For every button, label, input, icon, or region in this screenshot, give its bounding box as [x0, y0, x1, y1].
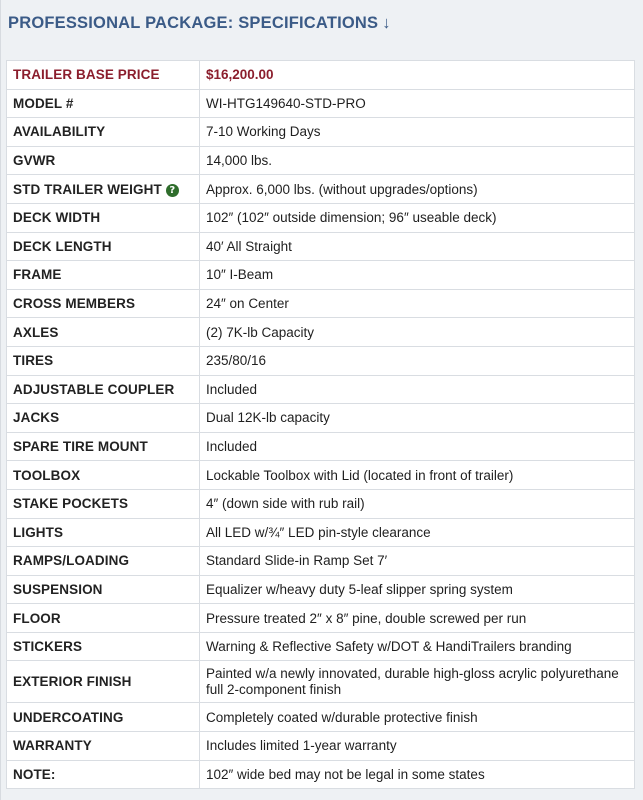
spec-label-text: STAKE POCKETS — [13, 496, 129, 512]
spec-label-text: EXTERIOR FINISH — [13, 674, 132, 690]
help-icon[interactable]: ? — [166, 184, 179, 197]
spec-label-text: CROSS MEMBERS — [13, 296, 136, 312]
spec-row — [7, 489, 635, 518]
spec-label-text: UNDERCOATING — [13, 709, 124, 725]
spec-label-text: TRAILER BASE PRICE — [13, 67, 160, 83]
spec-value: Included — [200, 375, 635, 404]
spec-value: All LED w/¾″ LED pin-style clearance — [200, 518, 635, 547]
spec-row — [7, 175, 635, 204]
spec-value: Warning & Reflective Safety w/DOT & HandiTrailers branding — [200, 632, 635, 661]
spec-row — [7, 760, 635, 789]
spec-label-text: AXLES — [13, 324, 59, 340]
spec-label-text: FRAME — [13, 267, 62, 283]
spec-label — [7, 432, 200, 461]
spec-label — [7, 489, 200, 518]
spec-row — [7, 346, 635, 375]
spec-row — [7, 703, 635, 732]
spec-label — [7, 375, 200, 404]
spec-value: 235/80/16 — [200, 346, 635, 375]
spec-label-text: STICKERS — [13, 639, 83, 655]
spec-label-text: FLOOR — [13, 610, 61, 626]
spec-value: 10″ I-Beam — [200, 261, 635, 290]
spec-label-text: TIRES — [13, 353, 54, 369]
spec-value: 14,000 lbs. — [200, 146, 635, 175]
spec-row — [7, 547, 635, 576]
spec-value: $16,200.00 — [200, 61, 635, 90]
spec-label — [7, 703, 200, 732]
spec-label — [7, 575, 200, 604]
specifications-table — [6, 60, 635, 789]
spec-label-text: MODEL # — [13, 95, 74, 111]
spec-row — [7, 432, 635, 461]
spec-value: WI-HTG149640-STD-PRO — [200, 89, 635, 118]
spec-label-text: RAMPS/LOADING — [13, 553, 130, 569]
spec-label — [7, 318, 200, 347]
spec-value: Dual 12K-lb capacity — [200, 404, 635, 433]
arrow-down-icon: ↓ — [382, 14, 391, 32]
spec-label — [7, 547, 200, 576]
spec-label — [7, 175, 200, 204]
spec-label — [7, 146, 200, 175]
spec-value: Standard Slide-in Ramp Set 7′ — [200, 547, 635, 576]
spec-label — [7, 518, 200, 547]
spec-label-text: ADJUSTABLE COUPLER — [13, 381, 175, 397]
spec-label — [7, 203, 200, 232]
spec-label — [7, 61, 200, 90]
spec-value: 102″ (102″ outside dimension; 96″ useable deck) — [200, 203, 635, 232]
spec-label-text: WARRANTY — [13, 738, 92, 754]
spec-row — [7, 261, 635, 290]
spec-label — [7, 89, 200, 118]
spec-value: 24″ on Center — [200, 289, 635, 318]
specifications-heading[interactable] — [8, 14, 391, 33]
spec-row — [7, 375, 635, 404]
heading-title: PROFESSIONAL PACKAGE: SPECIFICATIONS — [8, 14, 379, 32]
spec-value: 40′ All Straight — [200, 232, 635, 261]
spec-label — [7, 404, 200, 433]
spec-row — [7, 89, 635, 118]
spec-row — [7, 146, 635, 175]
spec-row — [7, 61, 635, 90]
spec-label-text: LIGHTS — [13, 524, 64, 540]
spec-label-text: NOTE: — [13, 766, 56, 782]
spec-value: Included — [200, 432, 635, 461]
spec-value: Painted w/a newly innovated, durable high-gloss acrylic polyurethane full 2-component finish — [200, 661, 635, 703]
spec-label — [7, 261, 200, 290]
spec-value: Pressure treated 2″ x 8″ pine, double screwed per run — [200, 604, 635, 633]
spec-label-text: AVAILABILITY — [13, 124, 106, 140]
spec-value: Includes limited 1-year warranty — [200, 732, 635, 761]
spec-label — [7, 632, 200, 661]
spec-value: 102″ wide bed may not be legal in some states — [200, 760, 635, 789]
spec-value: Approx. 6,000 lbs. (without upgrades/options) — [200, 175, 635, 204]
spec-row — [7, 203, 635, 232]
spec-label — [7, 760, 200, 789]
spec-row — [7, 318, 635, 347]
spec-label — [7, 289, 200, 318]
spec-label-text: GVWR — [13, 153, 56, 169]
spec-value: (2) 7K-lb Capacity — [200, 318, 635, 347]
spec-value: 4″ (down side with rub rail) — [200, 489, 635, 518]
spec-row — [7, 232, 635, 261]
spec-label-text: STD TRAILER WEIGHT — [13, 181, 162, 197]
spec-row — [7, 575, 635, 604]
spec-row — [7, 661, 635, 703]
spec-value: 7-10 Working Days — [200, 118, 635, 147]
spec-value: Completely coated w/durable protective finish — [200, 703, 635, 732]
spec-row — [7, 604, 635, 633]
spec-label — [7, 346, 200, 375]
spec-row — [7, 404, 635, 433]
spec-label-text: DECK LENGTH — [13, 238, 112, 254]
spec-label — [7, 118, 200, 147]
spec-row — [7, 461, 635, 490]
spec-label-text: SUSPENSION — [13, 581, 103, 597]
spec-row — [7, 518, 635, 547]
spec-row — [7, 289, 635, 318]
spec-label — [7, 661, 200, 703]
spec-label — [7, 604, 200, 633]
spec-row — [7, 732, 635, 761]
spec-row — [7, 118, 635, 147]
spec-value: Lockable Toolbox with Lid (located in front of trailer) — [200, 461, 635, 490]
spec-label-text: JACKS — [13, 410, 60, 426]
spec-label — [7, 461, 200, 490]
spec-label-text: DECK WIDTH — [13, 210, 101, 226]
spec-label-text: SPARE TIRE MOUNT — [13, 439, 148, 455]
spec-label — [7, 732, 200, 761]
spec-label-text: TOOLBOX — [13, 467, 81, 483]
spec-row — [7, 632, 635, 661]
spec-value: Equalizer w/heavy duty 5-leaf slipper spring system — [200, 575, 635, 604]
spec-label — [7, 232, 200, 261]
